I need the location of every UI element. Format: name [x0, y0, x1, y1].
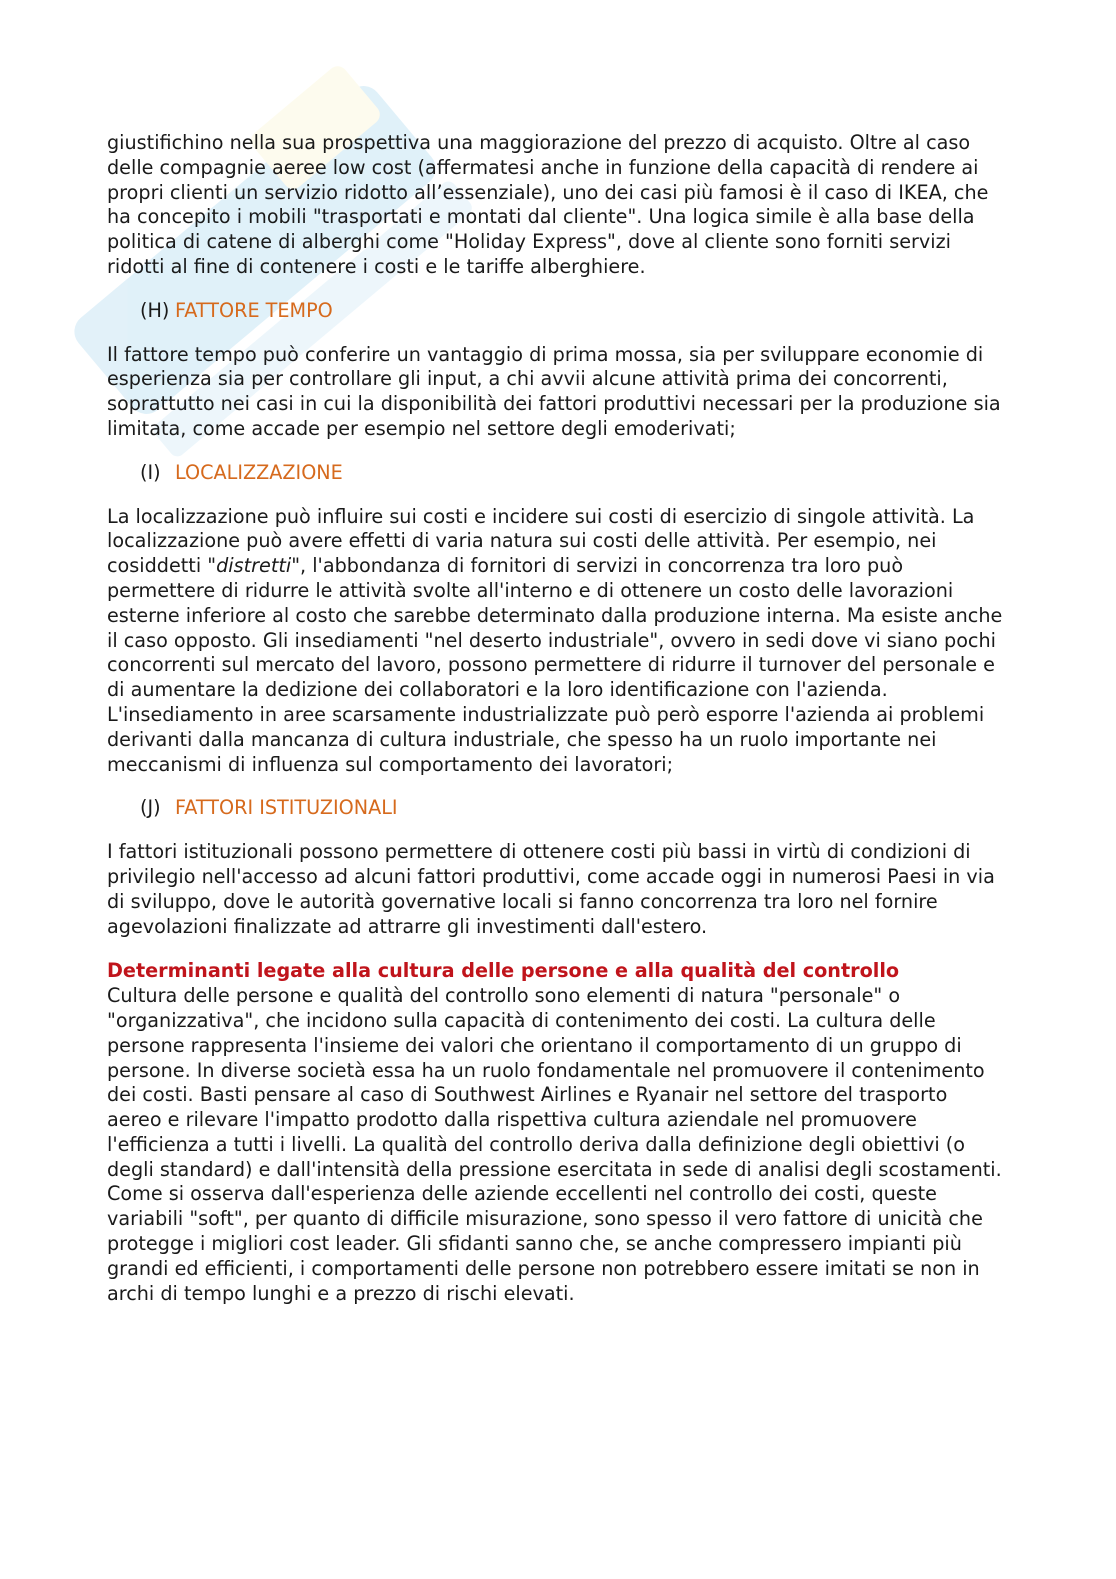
paragraph-fattori-istituzionali: I fattori istituzionali possono permettere di ottenere costi più bassi in virtù di condizioni di privilegio nell'accesso ad alcuni fattori produttivi, come accade oggi in numerosi Paesi in via di sviluppo, dove le autorità governative locali si fanno concorrenza tra loro nel fornire agevolazioni finalizzate ad attrarre gli investimenti dall'estero. [107, 840, 995, 938]
heading-fattori-istituzionali [140, 796, 1007, 821]
heading-marker: (J) [140, 796, 161, 820]
heading-title: FATTORI ISTITUZIONALI [175, 796, 398, 820]
heading-marker: (I) [140, 460, 161, 484]
heading-localizzazione [140, 461, 1007, 486]
document-body [107, 131, 1007, 1306]
paragraph-fattore-tempo: Il fattore tempo può conferire un vantaggio di prima mossa, sia per sviluppare economie di esperienza sia per controllare gli input, a chi avvii alcune attività prima dei concorrenti, soprattutto nei casi in cui la disponibilità dei fattori produttivi necessari per la produzione sia limitata, come accade per esempio nel settore degli emoderivati; [107, 342, 1001, 440]
section-title: Determinanti legate alla cultura delle persone e alla qualità del controllo [107, 959, 900, 983]
heading-title: LOCALIZZAZIONE [175, 460, 343, 484]
paragraph-text: La localizzazione può influire sui costi e incidere sui costi di esercizio di singole attività. La localizzazione può avere effetti di varia natura sui costi delle attività. Per esempio, nei cosiddetti " [107, 504, 975, 578]
paragraph-cultura-controllo: Cultura delle persone e qualità del controllo sono elementi di natura "personale" o "organizzativa", che incidono sulla capacità di contenimento dei costi. La cultura delle persone rappresenta l'insieme dei valori che orientano il comportamento di un gruppo di persone. In diverse società essa ha un ruolo fondamentale nel promuovere il contenimento dei costi. Basti pensare al caso di Southwest Airlines e Ryanair nel settore del trasporto aereo e rilevare l'impatto prodotto dalla rispettiva cultura aziendale nel promuovere l'efficienza a tutti i livelli. La qualità del controllo deriva dalla definizione degli obiettivi (o degli standard) e dall'intensità della pressione esercitata in sede di analisi degli scostamenti. Come si osserva dall'esperienza delle aziende eccellenti nel controllo dei costi, queste variabili "soft", per quanto di difficile misurazione, sono spesso il vero fattore di unicità che protegge i migliori cost leader. Gli sfidanti sanno che, se anche compressero impianti più grandi ed efficienti, i comportamenti delle persone non potrebbero essere imitati se non in archi di tempo lunghi e a prezzo di rischi elevati. [107, 984, 1002, 1305]
italic-term: distretti [216, 554, 292, 578]
heading-title: FATTORE TEMPO [175, 298, 333, 322]
heading-fattore-tempo [140, 299, 1007, 324]
heading-marker: (H) [140, 298, 170, 322]
paragraph-text: ", l'abbondanza di fornitori di servizi in concorrenza tra loro può permettere di ridurre le attività svolte all'interno e di ottenere un costo delle lavorazioni esterne inferiore al costo che sarebbe determinato dalla produzione interna. Ma esiste anche il caso opposto. Gli insediamenti "nel deserto industriale", ovvero in sedi dove vi siano pochi concorrenti sul mercato del lavoro, possono permettere di ridurre il turnover del personale e di aumentare la dedizione dei collaboratori e la loro identificazione con l'azienda. L'insediamento in aree scarsamente industrializzate può però esporre l'azienda ai problemi derivanti dalla mancanza di cultura industriale, che spesso ha un ruolo importante nei meccanismi di influenza sul comportamento dei lavoratori; [107, 554, 1003, 776]
paragraph-intro: giustifichino nella sua prospettiva una maggiorazione del prezzo di acquisto. Oltre al caso delle compagnie aeree low cost (affermatesi anche in funzione della capacità di rendere ai propri clienti un servizio ridotto all’essenziale), uno dei casi più famosi è il caso di IKEA, che ha concepito i mobili "trasportati e montati dal cliente". Una logica simile è alla base della politica di catene di alberghi come "Holiday Express", dove al cliente sono forniti servizi ridotti al fine di contenere i costi e le tariffe alberghiere. [107, 131, 989, 278]
paragraph-localizzazione [107, 505, 1007, 778]
